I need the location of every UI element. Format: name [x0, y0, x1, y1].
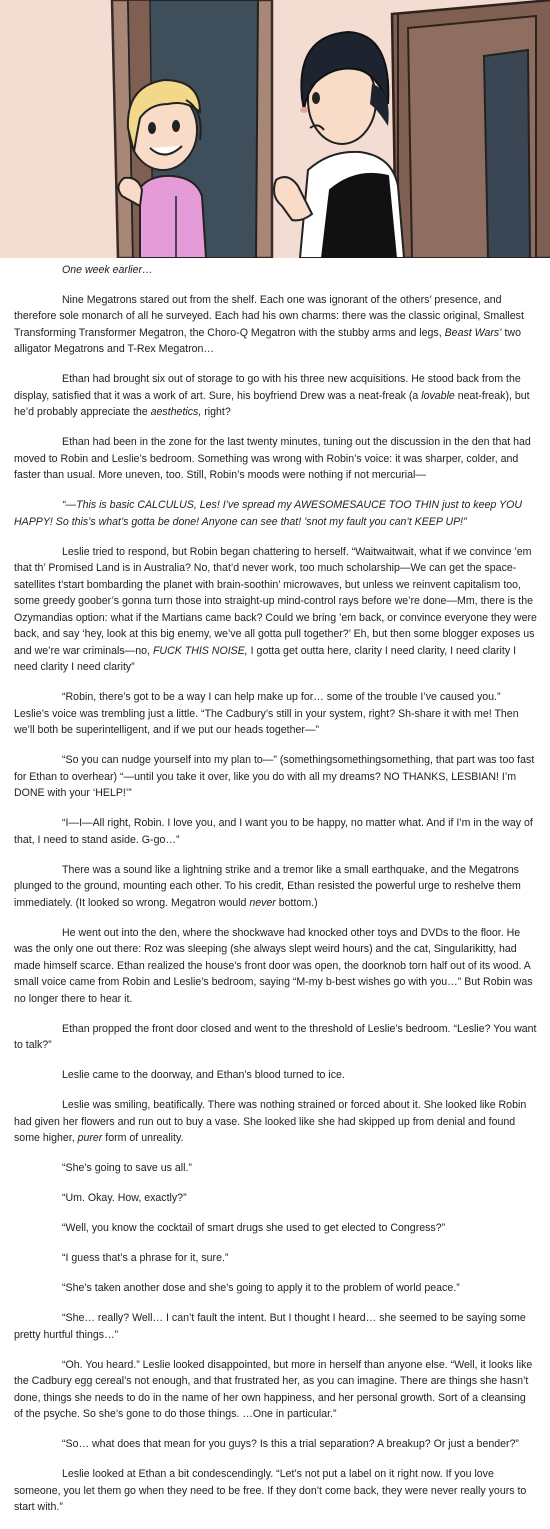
paragraph-text: right? [201, 406, 231, 418]
paragraph-text: Leslie was smiling, beatifically. There was nothing strained or forced about it. She looked like Robin had given her flowers and run out to buy a vase. She looked like she had skipped up from denial and found some higher, [14, 1099, 527, 1144]
story-paragraph [14, 1436, 537, 1453]
paragraph-text: “Oh. You heard.” Leslie looked disappointed, but more in herself than anyone else. “Well, it looks like the Cadbury egg cereal’s not enough, and that frustrated her, as you can imagine. There are things she hasn’t done, things she needs to do in the name of her own happiness, and her personal growth. Sort of a cleansing of the psyche. So she’s gone to do those things. …One in particular.” [14, 1358, 533, 1420]
emphasis-text: never [249, 896, 276, 909]
paragraph-text: I gotta get outta here, clarity I need clarity, I need clarity I need clarity I need clarity” [14, 644, 517, 673]
paragraph-text: Leslie tried to respond, but Robin began chattering to herself. “Waitwaitwait, what if we convince ’em that th’ Promised Land is in Australia? No, that’d never work, too much scholarship—We can get the space-satellites t’start bombarding the planet with brain-soothin’ microwaves, but unless we reinvent capitalism too, some greedy goober’s gonna turn those into straight-up mind-control rays before we’re done—Mm, there is the Ozymandias option: what if the Martians came back? Could we bring ’em back, or convince everyone they were back, and say ‘hey, look at this big enemy, we’ve all gotta pull together?’ Eh, but then some blogger exposes us and we’re war criminals—no, [14, 545, 537, 657]
paragraph-text: form of unreality. [102, 1132, 184, 1144]
story-paragraph [14, 1160, 537, 1177]
paragraph-text: He went out into the den, where the shockwave had knocked other toys and DVDs to the floor. He was the only one out there: Roz was sleeping (she always slept weird hours) and the cat, Singularikitty, had made himself scarce. Ethan realized the house’s front door was open, the doorknob torn half out of its wood. A small voice came from Robin and Leslie’s bedroom, saying “M-my b-best wishes go with you…” But Robin was no longer there to hear it. [14, 926, 533, 1005]
right-doorway [392, 0, 550, 258]
story-paragraph [14, 544, 537, 676]
emphasis-text: lovable [421, 389, 455, 402]
paragraph-text: “She’s taken another dose and she’s going to apply it to the problem of world peace.” [62, 1282, 460, 1294]
story-text [0, 262, 550, 1529]
story-paragraph [14, 1190, 537, 1207]
paragraph-text: Nine Megatrons stared out from the shelf. Each one was ignorant of the others’ presence, and therefore sole monarch of all he surveyed. Each had his own charms: there was the classic original, Smallest Transforming Transformer Megatron, the Choro-Q Megatron with the stubby arms and legs, [14, 293, 524, 339]
emphasis-text: aesthetics, [150, 406, 202, 418]
story-paragraph [14, 1097, 537, 1147]
story-paragraph [14, 862, 537, 912]
paragraph-text: Ethan had been in the zone for the last twenty minutes, tuning out the discussion in the den that had moved to Robin and Leslie’s bedroom. Something was wrong with Robin’s voice: it was sharper, colder, and faster than usual. More uneven, too. Still, Robin’s moods were nothing if not mercurial— [14, 436, 531, 481]
paragraph-text: two alligator Megatrons and T-Rex Megatron… [14, 326, 521, 355]
story-paragraph [14, 1220, 537, 1237]
story-paragraph [14, 1466, 537, 1516]
emphasis-text: Beast Wars’ [444, 326, 502, 339]
story-paragraph [14, 371, 537, 421]
story-paragraph [14, 434, 537, 484]
paragraph-text: “I guess that’s a phrase for it, sure.” [62, 1252, 229, 1264]
story-paragraph [14, 925, 537, 1008]
paragraph-text: Ethan had brought six out of storage to go with his three new acquisitions. He stood back from the display, satisfied that it was a work of art. Sure, his boyfriend Drew was a neat-freak (a [14, 373, 521, 402]
paragraph-text: “She… really? Well… I can’t fault the intent. But I thought I heard… she seemed to be saying some pretty hurtful things…” [14, 1312, 526, 1341]
story-paragraph [14, 1250, 537, 1267]
paragraph-text: There was a sound like a lightning strike and a tremor like a small earthquake, and the Megatrons plunged to the ground, mounting each other. To his credit, Ethan resisted the powerful urge to reshelve them immediately. (It looked so wrong. Megatron would [14, 863, 521, 909]
paragraph-text: “So you can nudge yourself into my plan to—” (somethingsomethingsomething, that part was too fast for Ethan to overhear) “—until you take it over, like you do with all my dreams? NO THANKS, LESBIAN! I’m DONE with your ‘HELP!’” [14, 754, 535, 799]
story-paragraph [14, 815, 537, 848]
story-paragraph [14, 497, 537, 530]
paragraph-text: “Um. Okay. How, exactly?” [62, 1192, 187, 1204]
story-paragraph [14, 1067, 537, 1084]
story-paragraph [14, 1310, 537, 1343]
paragraph-text: “So… what does that mean for you guys? Is this a trial separation? A breakup? Or just a bender?” [62, 1438, 519, 1450]
paragraph-text: Leslie looked at Ethan a bit condescendingly. “Let’s not put a label on it right now. If you love someone, you let them go when they need to be free. If they don’t come back, they were never really yours to start with.” [14, 1468, 527, 1513]
story-paragraph [14, 1021, 537, 1054]
story-paragraph [14, 262, 537, 279]
paragraph-text: “Robin, there’s got to be a way I can help make up for… some of the trouble I’ve caused you.” Leslie’s voice was trembling just a little. “The Cadbury’s still in your system, right? Sh-share it with me! Then we’ll both be superintelligent, and if we put our heads together—” [14, 691, 519, 736]
paragraph-text: One week earlier… [62, 264, 153, 276]
paragraph-text: “She’s going to save us all.” [62, 1162, 192, 1174]
paragraph-text: “—This is basic CALCULUS, Les! I’ve spread my AWESOMESAUCE TOO THIN just to keep YOU HAPPY! So this’s what’s gotta be done! Anyone can see that! ’snot my fault you can’t KEEP UP!” [14, 499, 522, 528]
story-paragraph [14, 292, 537, 358]
story-paragraph [14, 689, 537, 739]
story-paragraph [14, 1357, 537, 1423]
comic-panel [0, 0, 550, 258]
emphasis-text: purer [77, 1132, 103, 1144]
paragraph-text: bottom.) [275, 896, 318, 909]
story-paragraph [14, 1280, 537, 1297]
story-paragraph [14, 752, 537, 802]
paragraph-text: Ethan propped the front door closed and went to the threshold of Leslie’s bedroom. “Leslie? You want to talk?” [14, 1022, 537, 1051]
paragraph-text: Leslie came to the doorway, and Ethan’s blood turned to ice. [62, 1069, 345, 1081]
paragraph-text: “Well, you know the cocktail of smart drugs she used to get elected to Congress?” [62, 1222, 446, 1234]
comic-illustration [0, 0, 550, 258]
paragraph-text: neat-freak), but he’d probably appreciate the [14, 389, 530, 418]
paragraph-text: “I—I—All right, Robin. I love you, and I want you to be happy, no matter what. And if I’m in the way of that, I need to stand aside. G-go…” [14, 817, 533, 846]
emphasis-text: FUCK THIS NOISE, [152, 644, 248, 657]
